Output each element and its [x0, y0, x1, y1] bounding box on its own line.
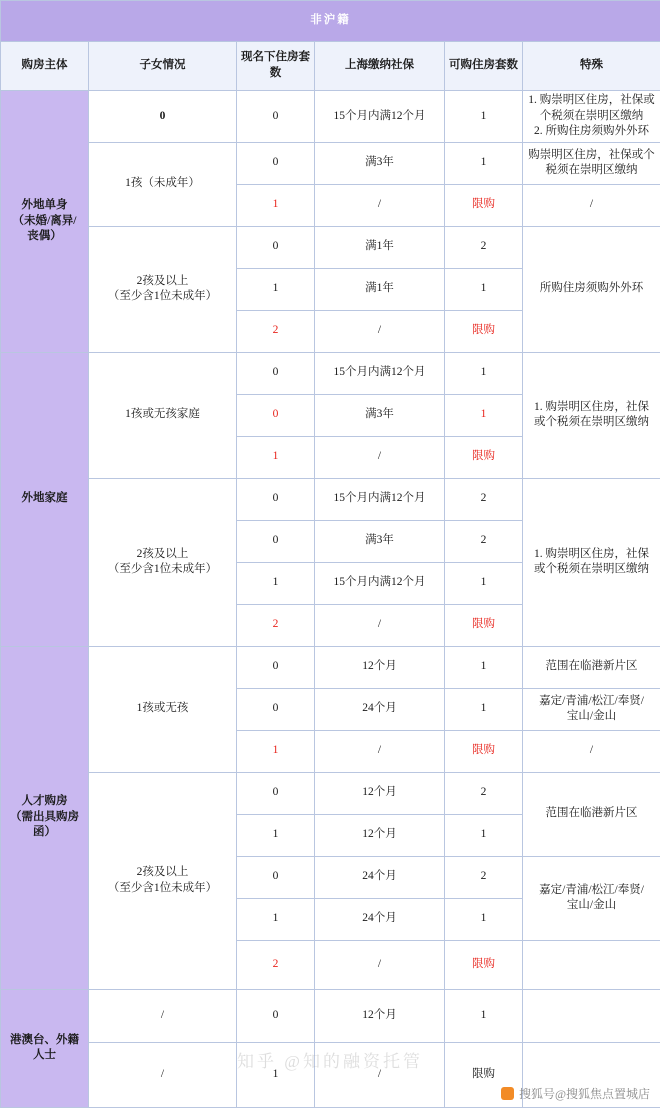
table-row [1, 989, 660, 1042]
houses-cell: 0 [237, 520, 315, 562]
houses-cell: 2 [237, 940, 315, 989]
special-line-1: 1. 购崇明区住房，社保 [534, 401, 649, 413]
houses-cell: 1 [237, 268, 315, 310]
allowed-cell: 2 [445, 226, 523, 268]
table-row [1, 478, 660, 520]
children-cell: 1孩或无孩家庭 [89, 352, 237, 478]
social-cell: 24个月 [315, 856, 445, 898]
special-line-2: 个税须在崇明区缴纳 [540, 110, 644, 122]
table-header-row [1, 42, 660, 91]
special-cell [523, 688, 660, 730]
houses-cell: 1 [237, 1042, 315, 1107]
table-row [1, 226, 660, 268]
subject-cell: 外地家庭 [1, 352, 89, 646]
houses-cell: 0 [237, 394, 315, 436]
header-allowed: 可购住房套数 [445, 42, 523, 91]
special-cell: 范围在临港新片区 [523, 646, 660, 688]
social-cell: 满3年 [315, 394, 445, 436]
allowed-cell: 限购 [445, 310, 523, 352]
header-children: 子女情况 [89, 42, 237, 91]
social-cell: / [315, 436, 445, 478]
header-social: 上海缴纳社保 [315, 42, 445, 91]
special-cell [523, 989, 660, 1042]
table-row [1, 772, 660, 814]
subject-line-1: 港澳台、外籍 [10, 1034, 79, 1046]
subject-line-2: （需出具购房 [10, 811, 79, 823]
special-line-1: 嘉定/青浦/松江/奉贤/ [539, 695, 644, 707]
subject-line-2: （未婚/离异/ [13, 215, 77, 227]
footer-attribution [501, 1085, 650, 1102]
children-cell: 1孩或无孩 [89, 646, 237, 772]
social-cell: 15个月内满12个月 [315, 91, 445, 143]
special-line-2: 宝山/金山 [567, 899, 616, 911]
houses-cell: 0 [237, 688, 315, 730]
special-line-1: 嘉定/青浦/松江/奉贤/ [539, 884, 644, 896]
social-cell: / [315, 730, 445, 772]
allowed-cell: 2 [445, 856, 523, 898]
houses-cell: 0 [237, 478, 315, 520]
allowed-cell: 1 [445, 898, 523, 940]
social-cell: 满3年 [315, 142, 445, 184]
special-line-1: 1. 购崇明区住房，社保 [534, 548, 649, 560]
special-cell [523, 940, 660, 989]
special-cell [523, 478, 660, 646]
special-cell: 所购住房须购外外环 [523, 226, 660, 352]
watermark: 知乎 @知的融资托管 [0, 1047, 660, 1072]
subject-cell [1, 646, 89, 989]
allowed-cell: 1 [445, 814, 523, 856]
special-line-1: 购崇明区住房，社保或个 [528, 149, 655, 161]
header-subject: 购房主体 [1, 42, 89, 91]
subject-line-1: 人才购房 [22, 795, 68, 807]
social-cell: 24个月 [315, 898, 445, 940]
subject-line-3: 函） [33, 826, 56, 838]
table-row [1, 91, 660, 143]
houses-cell: 0 [237, 856, 315, 898]
social-cell: 24个月 [315, 688, 445, 730]
social-cell: 12个月 [315, 772, 445, 814]
allowed-cell: 2 [445, 772, 523, 814]
header-houses: 现名下住房套数 [237, 42, 315, 91]
special-line-3: 2. 所购住房须购外外环 [534, 125, 649, 137]
special-line-2: 或个税须在崇明区缴纳 [534, 563, 649, 575]
houses-cell: 0 [237, 142, 315, 184]
social-cell: 15个月内满12个月 [315, 562, 445, 604]
page-title: 非沪籍 [1, 1, 660, 42]
social-cell: 满1年 [315, 268, 445, 310]
children-line-1: 2孩及以上 [137, 548, 189, 560]
houses-cell: 2 [237, 604, 315, 646]
special-cell: / [523, 730, 660, 772]
allowed-cell: 1 [445, 562, 523, 604]
children-line-1: 2孩及以上 [137, 275, 189, 287]
allowed-cell: 1 [445, 646, 523, 688]
children-cell: / [89, 989, 237, 1042]
houses-cell: 0 [237, 226, 315, 268]
children-line-2: （至少含1位未成年） [108, 290, 217, 302]
houses-cell: 1 [237, 436, 315, 478]
social-cell: / [315, 604, 445, 646]
social-cell: / [315, 184, 445, 226]
houses-cell: 0 [237, 989, 315, 1042]
houses-cell: 1 [237, 898, 315, 940]
special-line-1: 1. 购崇明区住房，社保或 [528, 94, 655, 106]
social-cell: 15个月内满12个月 [315, 478, 445, 520]
social-cell: 12个月 [315, 646, 445, 688]
special-cell [523, 142, 660, 184]
allowed-cell: 1 [445, 142, 523, 184]
children-cell: / [89, 1042, 237, 1107]
special-line-2: 或个税须在崇明区缴纳 [534, 416, 649, 428]
footer-label: 搜狐号@搜狐焦点置城店 [519, 1085, 650, 1102]
houses-cell: 1 [237, 562, 315, 604]
subject-line-2: 人士 [33, 1049, 56, 1061]
special-cell [523, 91, 660, 143]
table-row [1, 142, 660, 184]
children-line-1: 2孩及以上 [137, 866, 189, 878]
allowed-cell: 2 [445, 520, 523, 562]
houses-cell: 1 [237, 184, 315, 226]
special-cell: / [523, 184, 660, 226]
sohu-logo-icon [501, 1087, 514, 1100]
houses-cell: 0 [237, 91, 315, 143]
houses-cell: 0 [237, 646, 315, 688]
houses-cell: 0 [237, 352, 315, 394]
subject-cell [1, 989, 89, 1107]
table-title-row [1, 1, 660, 42]
allowed-cell: 1 [445, 688, 523, 730]
social-cell: 满1年 [315, 226, 445, 268]
children-cell: 0 [89, 91, 237, 143]
table-row [1, 352, 660, 394]
table-row [1, 646, 660, 688]
social-cell: / [315, 310, 445, 352]
social-cell: / [315, 940, 445, 989]
allowed-cell: 1 [445, 91, 523, 143]
children-line-2: （至少含1位未成年） [108, 882, 217, 894]
allowed-cell: 限购 [445, 1042, 523, 1107]
children-cell [89, 226, 237, 352]
allowed-cell: 限购 [445, 730, 523, 772]
houses-cell: 0 [237, 772, 315, 814]
special-line-2: 税须在崇明区缴纳 [546, 164, 638, 176]
allowed-cell: 限购 [445, 436, 523, 478]
social-cell: 12个月 [315, 814, 445, 856]
allowed-cell: 1 [445, 394, 523, 436]
special-cell: 范围在临港新片区 [523, 772, 660, 856]
houses-cell: 1 [237, 814, 315, 856]
houses-cell: 1 [237, 730, 315, 772]
houses-cell: 2 [237, 310, 315, 352]
special-line-2: 宝山/金山 [567, 710, 616, 722]
allowed-cell: 1 [445, 352, 523, 394]
allowed-cell: 1 [445, 268, 523, 310]
subject-cell [1, 91, 89, 353]
children-cell [89, 772, 237, 989]
social-cell: / [315, 1042, 445, 1107]
children-line-2: （至少含1位未成年） [108, 563, 217, 575]
allowed-cell: 限购 [445, 940, 523, 989]
subject-line-1: 外地单身 [22, 199, 68, 211]
allowed-cell: 2 [445, 478, 523, 520]
social-cell: 15个月内满12个月 [315, 352, 445, 394]
special-cell [523, 856, 660, 940]
social-cell: 12个月 [315, 989, 445, 1042]
children-cell [89, 478, 237, 646]
header-special: 特殊 [523, 42, 660, 91]
allowed-cell: 1 [445, 989, 523, 1042]
subject-line-3: 丧偶） [27, 230, 62, 242]
allowed-cell: 限购 [445, 604, 523, 646]
social-cell: 满3年 [315, 520, 445, 562]
special-cell [523, 352, 660, 478]
children-cell: 1孩（未成年） [89, 142, 237, 226]
allowed-cell: 限购 [445, 184, 523, 226]
